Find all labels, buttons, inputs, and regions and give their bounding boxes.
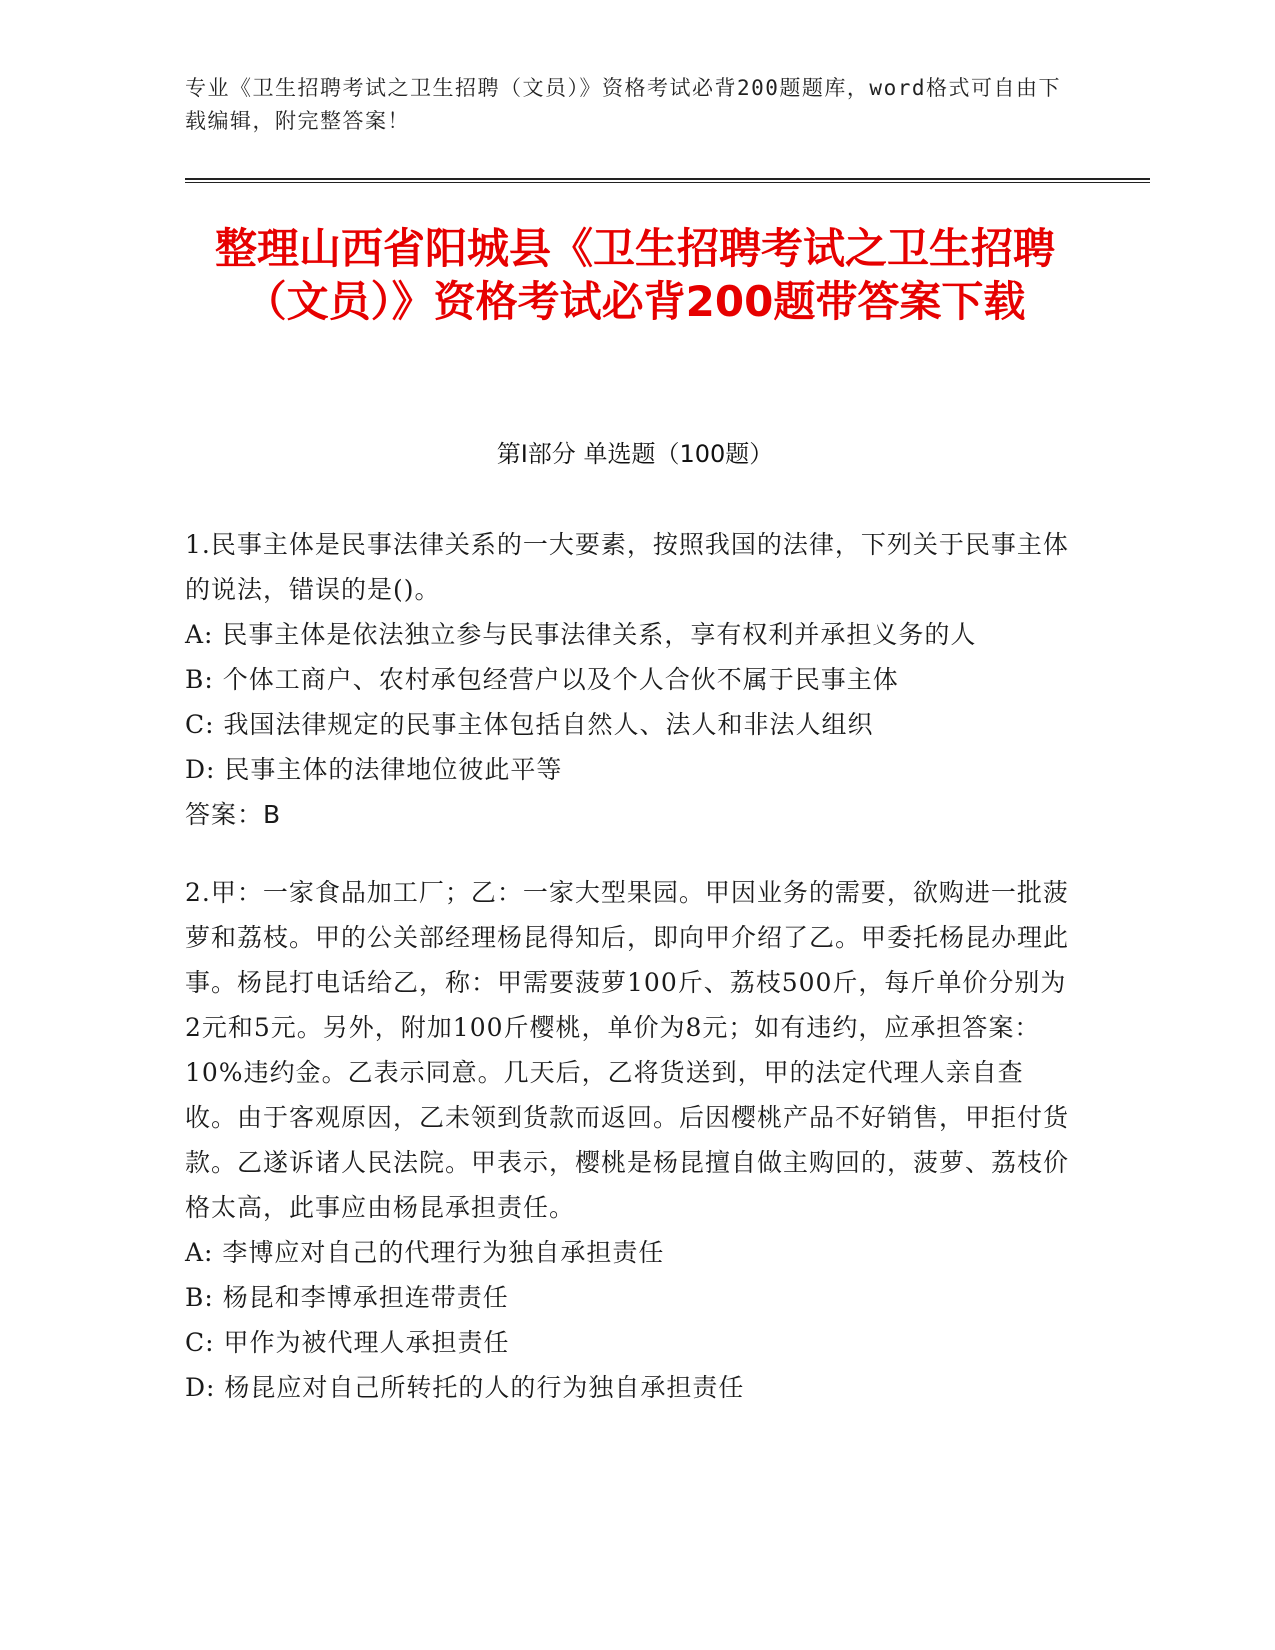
- question-1: [185, 522, 1075, 837]
- option-b: B: 个体工商户、农村承包经营户以及个人合伙不属于民事主体: [185, 665, 899, 694]
- header-divider-thick: [185, 178, 1150, 180]
- question-answer: 答案：B: [185, 800, 282, 829]
- question-options: [185, 612, 1075, 792]
- option-d: D: 杨昆应对自己所转托的人的行为独自承担责任: [185, 1373, 745, 1402]
- option-a: A: 民事主体是依法独立参与民事法律关系，享有权利并承担义务的人: [185, 620, 977, 649]
- document-title: 整理山西省阳城县《卫生招聘考试之卫生招聘（文员）》资格考试必背200题带答案下载: [214, 224, 1055, 326]
- header-divider-thin: [185, 182, 1150, 183]
- question-stem: 1.民事主体是民事法律关系的一大要素，按照我国的法律，下列关于民事主体的说法，错误的是()。: [185, 530, 1069, 604]
- section-heading: 第Ⅰ部分 单选题（100题）: [496, 440, 774, 468]
- option-c: C: 我国法律规定的民事主体包括自然人、法人和非法人组织: [185, 710, 874, 739]
- option-d: D: 民事主体的法律地位彼此平等: [185, 755, 563, 784]
- option-a: A: 李博应对自己的代理行为独自承担责任: [185, 1238, 665, 1267]
- option-b: B: 杨昆和李博承担连带责任: [185, 1283, 509, 1312]
- option-c: C: 甲作为被代理人承担责任: [185, 1328, 510, 1357]
- question-2: [185, 870, 1075, 1410]
- header-note: 专业《卫生招聘考试之卫生招聘（文员）》资格考试必背200题题库，word格式可自由下载编辑，附完整答案！: [185, 76, 1061, 133]
- question-options: [185, 1230, 1075, 1410]
- question-stem: 2.甲：一家食品加工厂；乙：一家大型果园。甲因业务的需要，欲购进一批菠萝和荔枝。甲的公关部经理杨昆得知后，即向甲介绍了乙。甲委托杨昆办理此事。杨昆打电话给乙，称：甲需要菠萝100斤、荔枝500斤，每斤单价分别为2元和5元。另外，附加100斤樱桃，单价为8元；如有违约，应承担答案：10%违约金。乙表示同意。几天后，乙将货送到，甲的法定代理人亲自查收。由于客观原因，乙未领到货款而返回。后因樱桃产品不好销售，甲拒付货款。乙遂诉诸人民法院。甲表示，樱桃是杨昆擅自做主购回的，菠萝、荔枝价格太高，此事应由杨昆承担责任。: [185, 878, 1070, 1222]
